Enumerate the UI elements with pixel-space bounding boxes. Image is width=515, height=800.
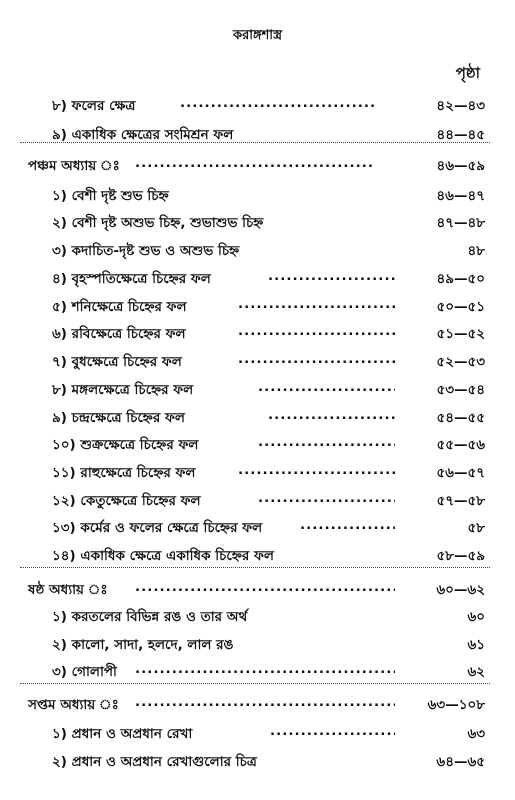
running-header: করাঙ্গশাস্ত্র [232, 28, 283, 43]
item-title: ২) কালো, সাদা, হলদে, লাল রঙ [52, 637, 234, 653]
page-range: ৫৫—৫৬ [436, 437, 485, 453]
page-range: ৬৩ [467, 726, 485, 742]
item-title: ১) প্রধান ও অপ্রধান রেখা [52, 726, 193, 742]
page-range: ৫১—৫২ [436, 326, 485, 342]
section-divider [20, 683, 490, 684]
toc-item-row [0, 351, 515, 373]
toc-chapter-row [0, 694, 515, 716]
page-range: ৫৮ [467, 520, 485, 536]
toc-item-row [0, 268, 515, 290]
leader-dots [135, 694, 395, 710]
page-range: ৫২—৫৩ [436, 354, 485, 370]
leader-dots [180, 95, 375, 111]
leader-dots [300, 517, 395, 533]
toc-chapter-row [0, 579, 515, 601]
leader-dots [238, 323, 395, 339]
toc-item-row [0, 462, 515, 484]
section-divider [20, 142, 490, 143]
item-title: ৪) বৃহস্পতিক্ষেত্রে চিহ্নের ফল [52, 271, 211, 287]
page-range: ৫৪—৫৫ [436, 410, 485, 426]
toc-item-row [0, 240, 515, 262]
item-title: ৫) শনিক্ষেত্রে চিহ্নের ফল [52, 299, 187, 315]
item-title: ৮) ফলের ক্ষেত্র [52, 98, 136, 114]
toc-item-row [0, 606, 515, 628]
item-title: ১০) শুক্রক্ষেত্রে চিহ্নের ফল [52, 437, 199, 453]
item-title: ৯) চন্দ্রক্ষেত্রে চিহ্নের ফল [52, 410, 185, 426]
item-title: ৩) গোলাপী [52, 664, 117, 680]
item-title: ৮) মঙ্গলক্ষেত্রে চিহ্নের ফল [52, 382, 194, 398]
item-title: ১৪) একাধিক ক্ষেত্রে একাধিক চিহ্নের ফল [52, 548, 274, 564]
chapter-title: ষষ্ঠ অধ্যায় ঃ [28, 582, 108, 598]
toc-item-row [0, 723, 515, 745]
page-range: ৫০—৫১ [436, 299, 485, 315]
toc-item-row [0, 323, 515, 345]
page-range: ৬০ [467, 609, 485, 625]
page-range: ৪৮ [467, 243, 485, 259]
item-title: ২) বেশী দৃষ্ট অশুভ চিহ্ন, শুভাশুভ চিহ্ন [52, 215, 264, 231]
toc-item-row [0, 95, 515, 117]
leader-dots [258, 379, 395, 395]
page-range: ৪৭—৪৮ [436, 215, 485, 231]
leader-dots [238, 296, 395, 312]
page-range: ৪৯—৫০ [436, 271, 485, 287]
page-range: ৪৪—৪৫ [436, 127, 485, 143]
page-range: ৫৬—৫৭ [436, 465, 485, 481]
leader-dots [258, 490, 395, 506]
item-title: ১১) রাহুক্ষেত্রে চিহ্নের ফল [52, 465, 196, 481]
toc-item-row [0, 545, 515, 567]
item-title: ৩) কদাচিত-দৃষ্ট শুভ ও অশুভ চিহ্ন [52, 243, 240, 259]
leader-dots [135, 661, 395, 677]
leader-dots [268, 268, 395, 284]
item-title: ৭) বুধক্ষেত্রে চিহ্নের ফল [52, 354, 182, 370]
toc-item-row [0, 661, 515, 683]
leader-dots [135, 579, 395, 595]
toc-item-row [0, 634, 515, 656]
toc-item-row [0, 296, 515, 318]
leader-dots [270, 723, 395, 739]
toc-item-row [0, 751, 515, 773]
page-range: ৬৪—৬৫ [436, 754, 485, 770]
page-range: ৪৬—৫৯ [436, 158, 485, 174]
chapter-title: পঞ্চম অধ্যায় ঃ [28, 158, 120, 174]
item-title: ৬) রবিক্ষেত্রে চিহ্নের ফল [52, 326, 186, 342]
leader-dots [135, 155, 375, 171]
page-range: ৬২ [467, 664, 485, 680]
toc-item-row [0, 407, 515, 429]
page-range: ৬০—৬২ [436, 582, 485, 598]
section-divider [20, 567, 490, 568]
item-title: ১) করতলের বিভিন্ন রঙ ও তার অর্থ [52, 609, 248, 625]
page-range: ৫৮—৫৯ [436, 548, 485, 564]
page-range: ৬৩—১০৮ [427, 697, 485, 713]
toc-item-row [0, 434, 515, 456]
item-title: ১২) কেতুক্ষেত্রে চিহ্নের ফল [52, 493, 201, 509]
toc-item-row [0, 490, 515, 512]
page-range: ৬১ [467, 637, 485, 653]
item-title: ৯) একাধিক ক্ষেত্রের সংমিশ্রন ফল [52, 127, 234, 143]
page-range: ৫৭—৫৮ [436, 493, 485, 509]
toc-chapter-row [0, 155, 515, 177]
toc-item-row [0, 185, 515, 207]
item-title: ১) বেশী দৃষ্ট শুভ চিহ্ন [52, 188, 169, 204]
leader-dots [258, 434, 395, 450]
toc-item-row [0, 379, 515, 401]
leader-dots [238, 462, 395, 478]
page-range: ৪৬—৪৭ [436, 188, 485, 204]
item-title: ১৩) কর্মের ও ফলের ক্ষেত্রে চিহ্নের ফল [52, 520, 263, 536]
page-range: ৪২—৪৩ [436, 98, 485, 114]
page-range: ৫৩—৫৪ [436, 382, 485, 398]
leader-dots [238, 351, 395, 367]
toc-item-row [0, 517, 515, 539]
leader-dots [268, 407, 395, 423]
item-title: ২) প্রধান ও অপ্রধান রেখাগুলোর চিত্র [52, 754, 257, 770]
page-column-label: পৃষ্ঠা [455, 64, 480, 82]
toc-item-row [0, 212, 515, 234]
chapter-title: সপ্তম অধ্যায় ঃ [28, 697, 119, 713]
